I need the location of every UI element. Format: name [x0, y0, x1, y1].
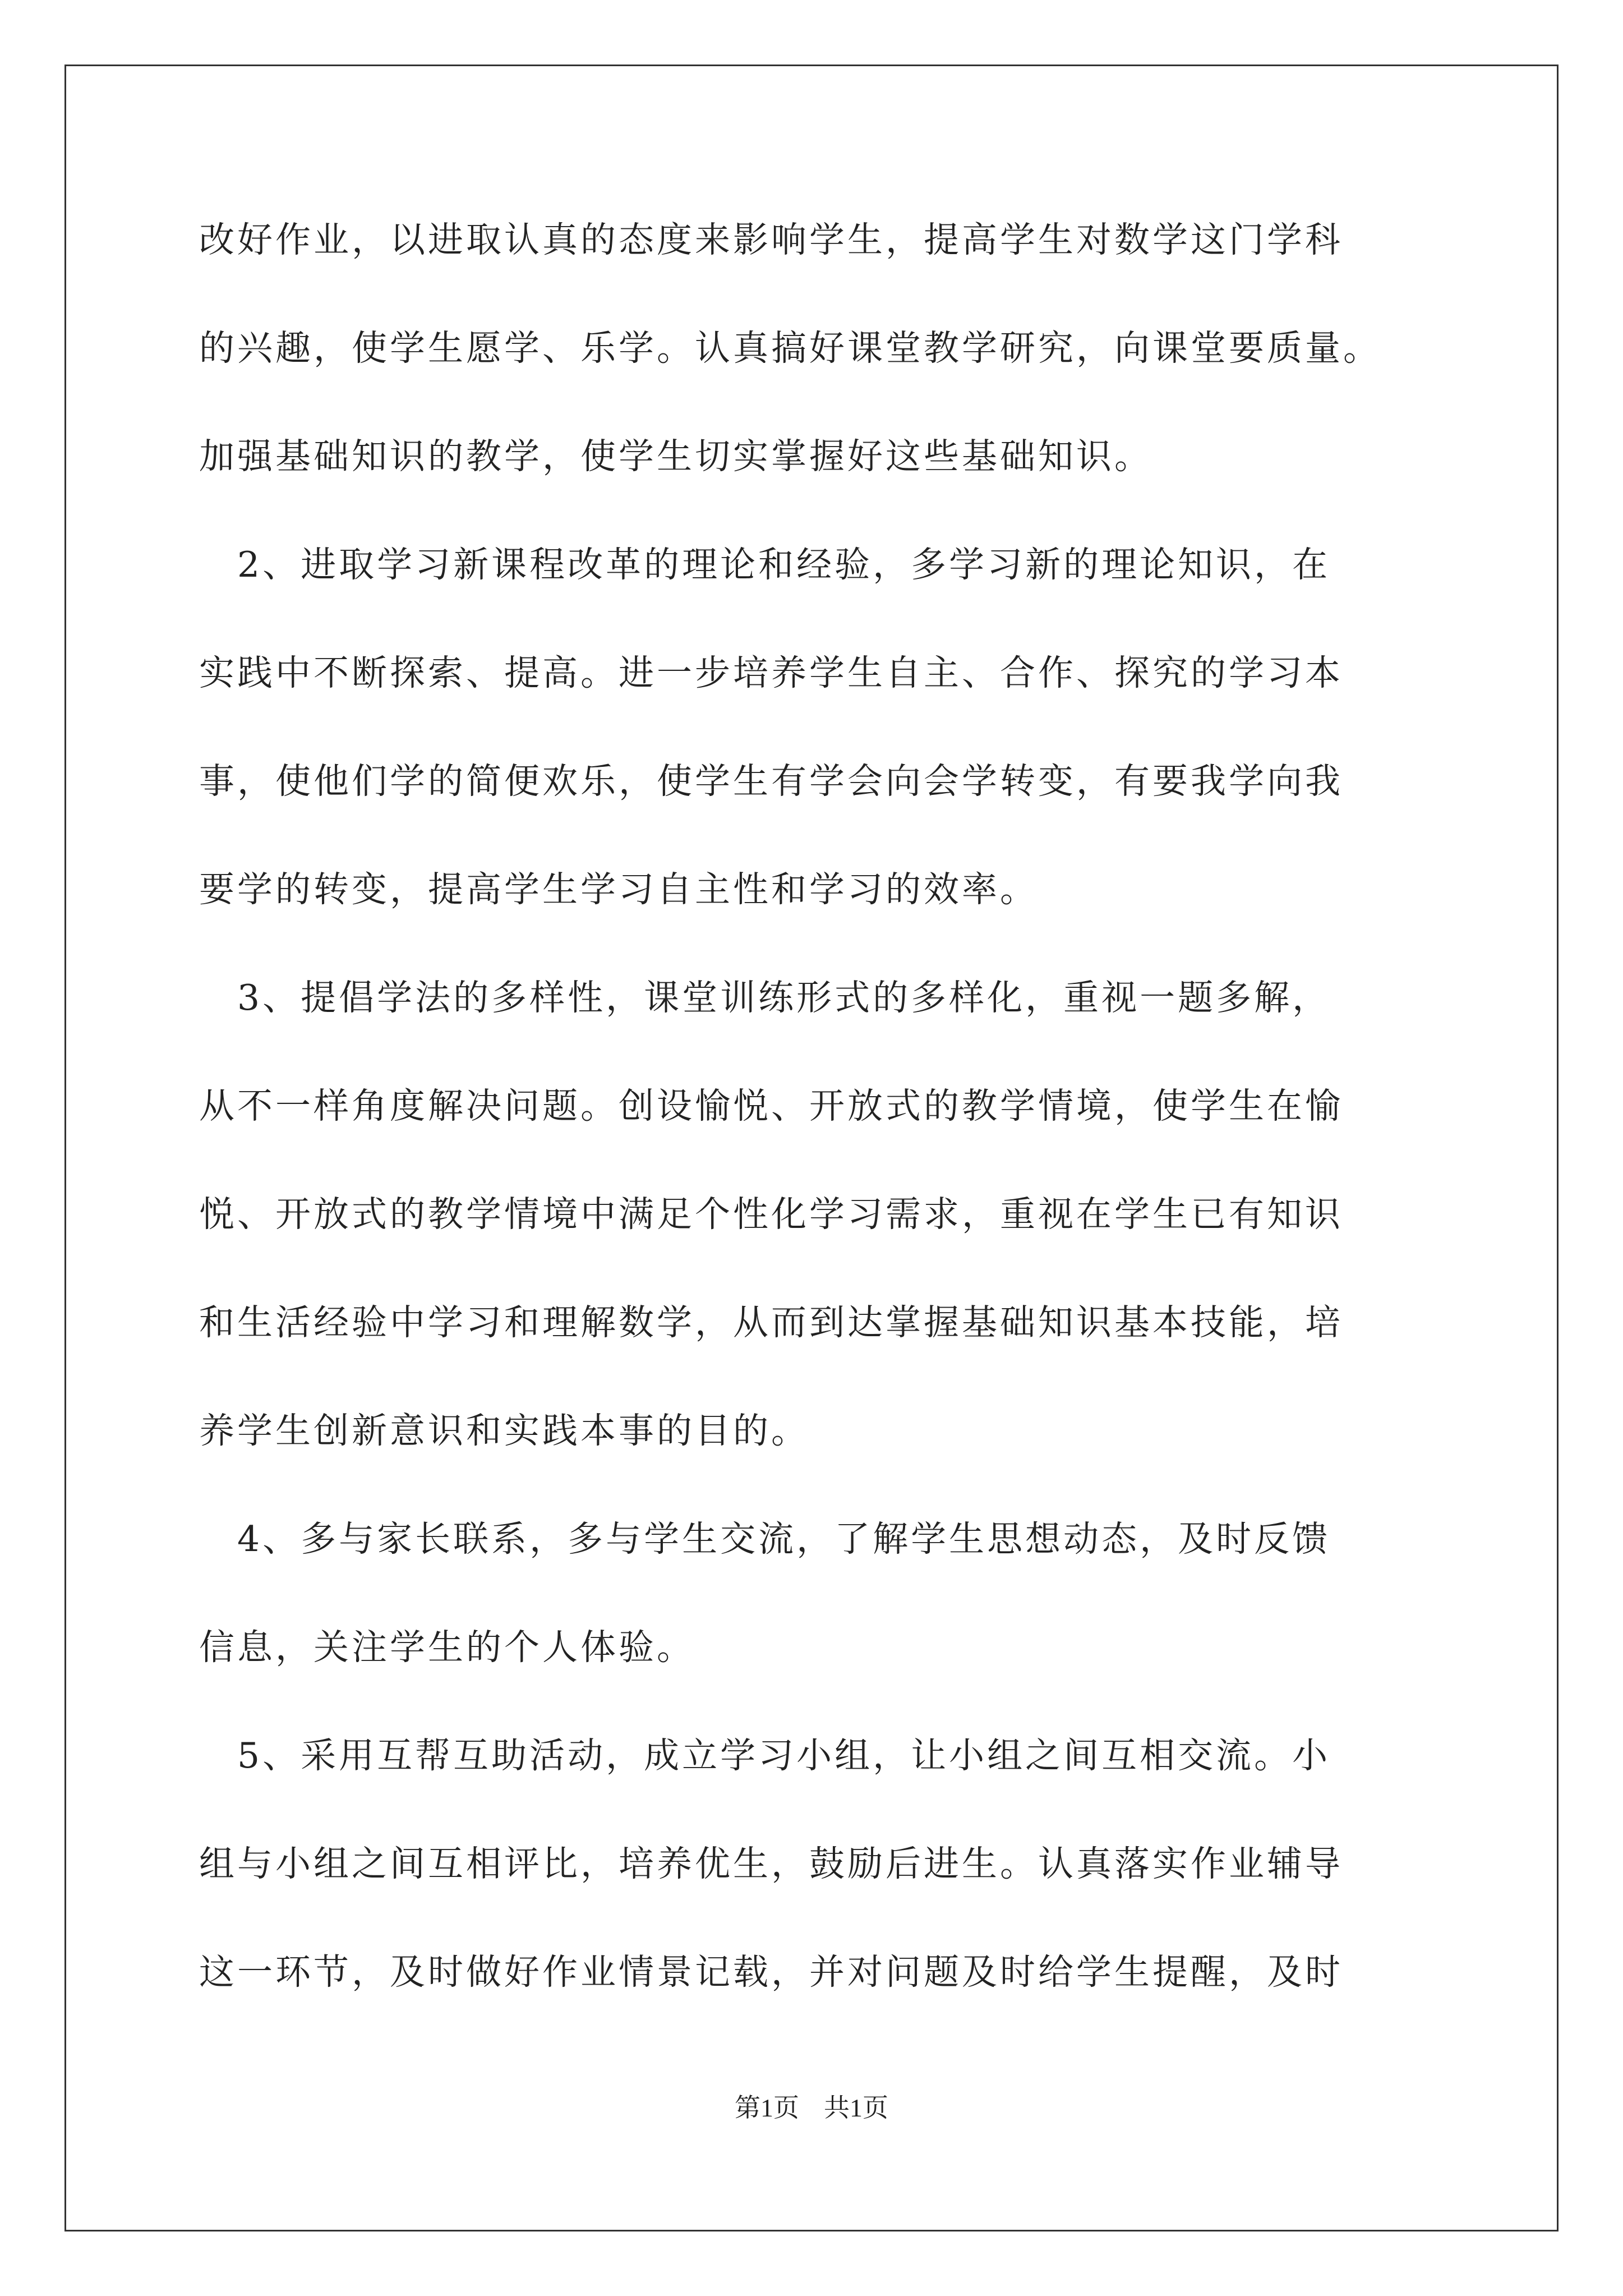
text-line: 养学生创新意识和实践本事的目的。: [199, 1410, 809, 1451]
text-line: 组与小组之间互相评比，培养优生，鼓励后进生。认真落实作业辅导: [199, 1843, 1343, 1884]
text-line: 悦、开放式的教学情境中满足个性化学习需求，重视在学生已有知识: [199, 1194, 1343, 1235]
text-line: 3、提倡学法的多样性，课堂训练形式的多样化，重视一题多解，: [199, 977, 1331, 1018]
text-line: 4、多与家长联系，多与学生交流，了解学生思想动态，及时反馈: [199, 1519, 1331, 1559]
text-line: 和生活经验中学习和理解数学，从而到达掌握基础知识基本技能，培: [199, 1302, 1343, 1343]
text-line: 要学的转变，提高学生学习自主性和学习的效率。: [199, 869, 1038, 910]
text-line: 实践中不断探索、提高。进一步培养学生自主、合作、探究的学习本: [199, 652, 1343, 693]
text-line: 加强基础知识的教学，使学生切实掌握好这些基础知识。: [199, 436, 1152, 477]
document-body: [199, 212, 1433, 2053]
text-line: 这一环节，及时做好作业情景记载，并对问题及时给学生提醒，及时: [199, 1952, 1343, 1993]
page-number: 第1页: [735, 2093, 799, 2122]
text-line: 2、进取学习新课程改革的理论和经验，多学习新的理论知识，在: [199, 544, 1331, 585]
text-line: 5、采用互帮互助活动，成立学习小组，让小组之间互相交流。小: [199, 1735, 1331, 1776]
text-line: 的兴趣，使学生愿学、乐学。认真搞好课堂教学研究，向课堂要质量。: [199, 328, 1381, 369]
page-total: 共1页: [824, 2093, 888, 2122]
text-line: 信息，关注学生的个人体验。: [199, 1627, 695, 1668]
text-line: 事，使他们学的简便欢乐，使学生有学会向会学转变，有要我学向我: [199, 761, 1343, 802]
text-line: 从不一样角度解决问题。创设愉悦、开放式的教学情境，使学生在愉: [199, 1085, 1343, 1126]
text-line: 改好作业，以进取认真的态度来影响学生，提高学生对数学这门学科: [199, 219, 1343, 260]
page-footer: [0, 2087, 1623, 2124]
